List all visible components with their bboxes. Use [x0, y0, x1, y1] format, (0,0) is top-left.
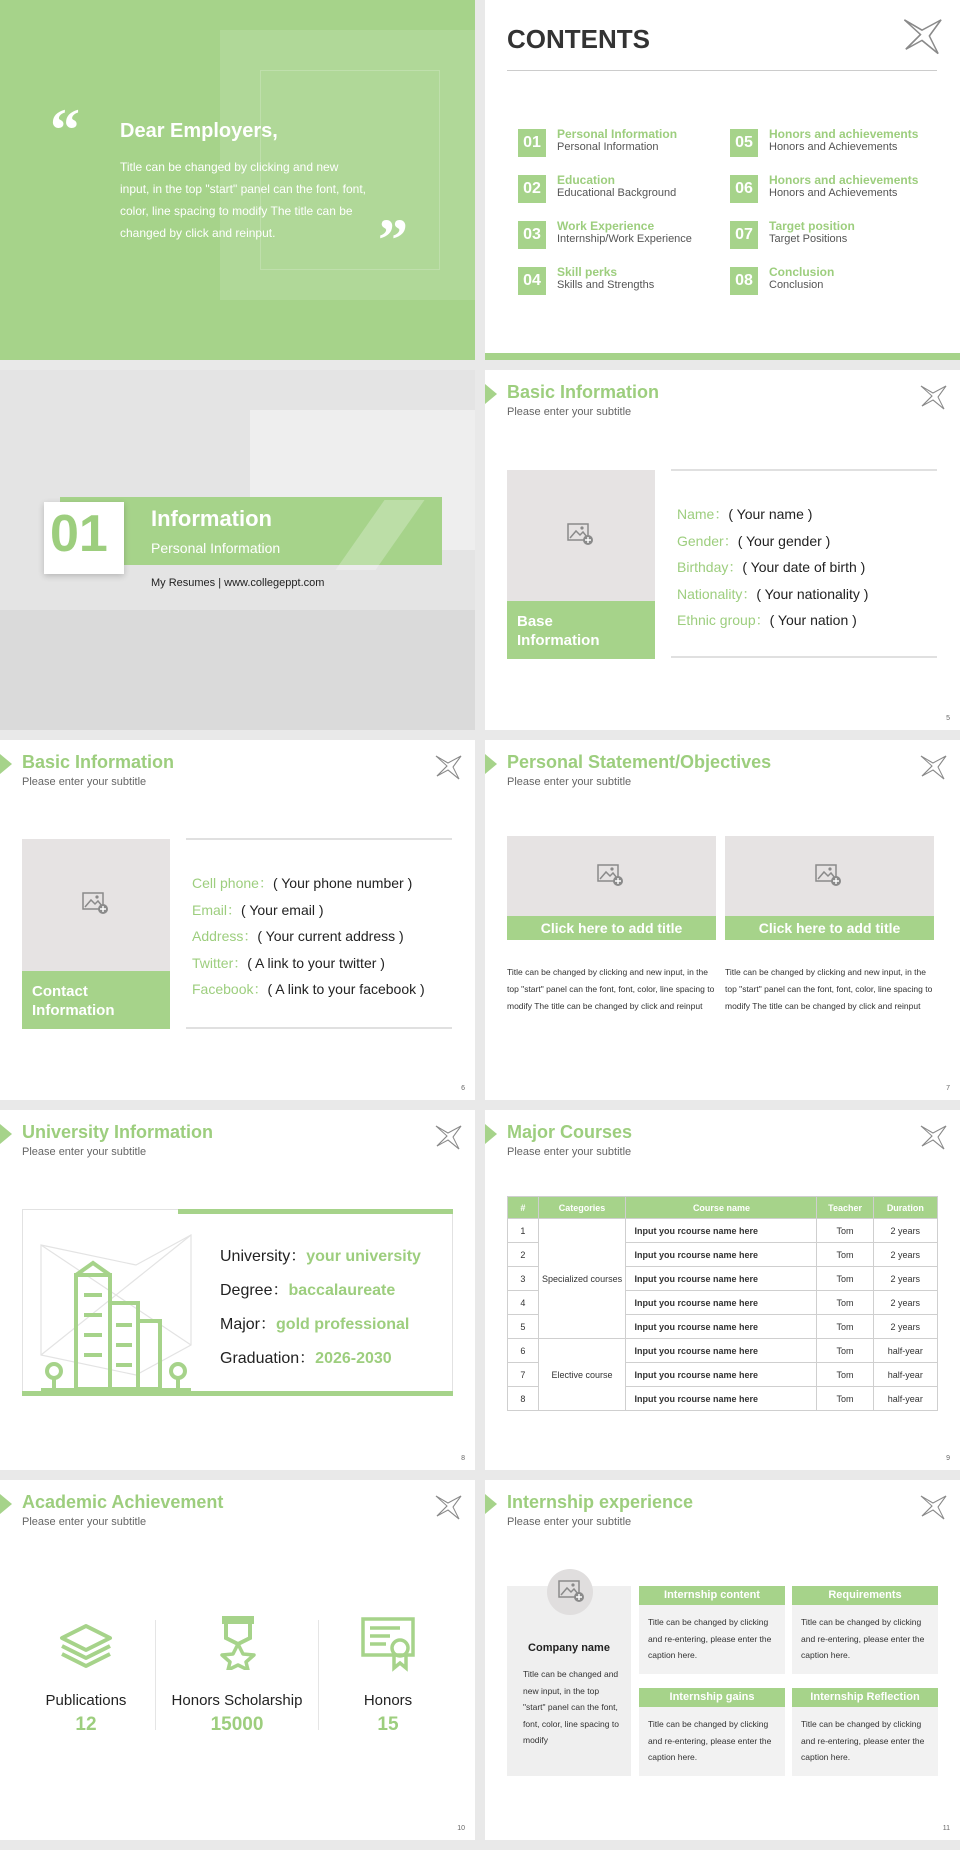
card-title-bar[interactable]: Click here to add title — [725, 916, 934, 940]
contents-item-number: 07 — [730, 221, 758, 249]
slide-university-info — [0, 1110, 475, 1470]
table-body — [508, 1219, 938, 1411]
row-number: 5 — [508, 1315, 539, 1339]
contents-item-number: 05 — [730, 129, 758, 157]
contents-item-number: 02 — [518, 175, 546, 203]
contents-item-title: Education — [557, 173, 616, 187]
field-label: Address： — [192, 928, 258, 944]
card-text: Title can be changed by clicking and new input, in the top "start" panel can the font, font, color, line spacing to modify The title can be changed by click and reinput — [725, 967, 933, 1011]
field-value[interactable]: ( Your current address ) — [257, 928, 404, 944]
open-quote-icon: “ — [50, 97, 80, 163]
slide-title: University Information — [22, 1122, 214, 1142]
contents-item-number: 01 — [518, 129, 546, 157]
stat-label: Publications — [45, 1692, 127, 1709]
contact-info-label: Contact Information — [32, 983, 115, 1019]
contents-item-number: 03 — [518, 221, 546, 249]
course-name-cell[interactable]: Input you rcourse name here — [626, 1387, 817, 1411]
internship-box-label[interactable]: Internship Reflection — [792, 1688, 938, 1707]
course-name-cell[interactable]: Input you rcourse name here — [626, 1267, 817, 1291]
company-description: Title can be changed and new input, in the top "start" panel can the font, font, color, line spacing to modify — [523, 1669, 619, 1745]
top-rule — [186, 838, 452, 840]
table-header-cell: Duration — [873, 1197, 937, 1219]
university-field — [220, 1311, 421, 1345]
close-quote-icon: ” — [378, 207, 408, 273]
contents-divider — [507, 70, 937, 71]
field-value[interactable]: baccalaureate — [288, 1282, 396, 1299]
duration-cell: half-year — [873, 1387, 937, 1411]
slide-internship-experience — [485, 1480, 960, 1840]
duration-cell: 2 years — [873, 1291, 937, 1315]
table-row — [508, 1339, 938, 1363]
stat-label: Honors — [363, 1692, 413, 1709]
slide-academic-achievement — [0, 1480, 475, 1840]
table-header-cell: # — [508, 1197, 539, 1219]
page-number: 11 — [942, 1825, 950, 1832]
teacher-cell: Tom — [817, 1219, 873, 1243]
logo-icon — [433, 1492, 463, 1522]
slide-title: Basic Information — [22, 752, 175, 772]
duration-cell: 2 years — [873, 1243, 937, 1267]
contents-item[interactable] — [730, 219, 940, 255]
add-image-icon[interactable] — [558, 1579, 586, 1603]
duration-cell: 2 years — [873, 1315, 937, 1339]
contents-item-title: Honors and achievements — [769, 127, 919, 141]
books-icon — [58, 1620, 114, 1670]
field-value[interactable]: 2026-2030 — [315, 1350, 392, 1367]
company-name: Company name — [528, 1642, 610, 1654]
section-tagline: My Resumes | www.collegeppt.com — [151, 577, 325, 589]
section-number: 01 — [50, 505, 108, 563]
field-value[interactable]: ( Your phone number ) — [272, 875, 413, 891]
field-value[interactable]: gold professional — [276, 1316, 410, 1333]
contents-item-number: 06 — [730, 175, 758, 203]
teacher-cell: Tom — [817, 1363, 873, 1387]
page-number: 5 — [946, 715, 950, 722]
page-number: 6 — [461, 1085, 465, 1092]
info-field — [677, 504, 868, 522]
logo-icon — [918, 752, 948, 782]
slide-subtitle: Please enter your subtitle — [507, 406, 632, 418]
field-label: Major： — [220, 1316, 277, 1333]
contents-item[interactable] — [518, 173, 728, 209]
stat-value: 12 — [75, 1714, 97, 1735]
university-fields — [220, 1243, 421, 1379]
internship-box-text: Title can be changed by clicking and re-entering, please enter the caption here. — [648, 1719, 772, 1762]
teacher-cell: Tom — [817, 1243, 873, 1267]
slide-contents — [485, 0, 960, 360]
internship-box-text: Title can be changed by clicking and re-entering, please enter the caption here. — [648, 1617, 772, 1660]
contents-item-title: Skill perks — [557, 265, 618, 279]
internship-box-text: Title can be changed by clicking and re-entering, please enter the caption here. — [801, 1719, 925, 1762]
slide-personal-statement — [485, 740, 960, 1100]
title-arrow-icon — [0, 1124, 12, 1144]
contents-item-subtitle: Honors and Achievements — [769, 141, 898, 153]
field-value[interactable]: ( A link to your facebook ) — [267, 981, 425, 997]
slide-contact-info — [0, 740, 475, 1100]
buildings-icon — [36, 1225, 196, 1393]
contents-item-subtitle: Internship/Work Experience — [557, 233, 692, 245]
course-name-cell[interactable]: Input you rcourse name here — [626, 1243, 817, 1267]
row-number: 4 — [508, 1291, 539, 1315]
contents-item-title: Target position — [769, 219, 855, 233]
row-number: 3 — [508, 1267, 539, 1291]
add-image-icon[interactable] — [815, 863, 843, 887]
contents-item[interactable] — [518, 265, 728, 301]
field-value[interactable]: ( Your date of birth ) — [742, 559, 866, 575]
field-label: Degree： — [220, 1282, 289, 1299]
slide-subtitle: Please enter your subtitle — [507, 1146, 632, 1158]
teacher-cell: Tom — [817, 1387, 873, 1411]
title-arrow-icon — [485, 384, 497, 404]
teacher-cell: Tom — [817, 1267, 873, 1291]
slide-subtitle: Please enter your subtitle — [22, 1516, 147, 1528]
university-field — [220, 1243, 421, 1277]
contents-item[interactable] — [730, 127, 940, 163]
title-arrow-icon — [485, 754, 497, 774]
info-field — [192, 873, 425, 891]
duration-cell: half-year — [873, 1339, 937, 1363]
top-rule — [671, 469, 937, 471]
stat-label: Honors Scholarship — [171, 1692, 303, 1709]
duration-cell: 2 years — [873, 1219, 937, 1243]
contents-item[interactable] — [730, 265, 940, 301]
slide-title: Major Courses — [507, 1122, 633, 1142]
contents-item-title: Honors and achievements — [769, 173, 919, 187]
contents-item-title: Work Experience — [557, 219, 655, 233]
info-field — [677, 584, 868, 602]
base-info-label: Base Information — [517, 613, 600, 649]
add-image-icon[interactable] — [597, 863, 625, 887]
table-header-cell: Course name — [626, 1197, 817, 1219]
contents-bottom-bar — [485, 353, 960, 360]
slide-subtitle: Please enter your subtitle — [22, 776, 147, 788]
row-number: 8 — [508, 1387, 539, 1411]
course-name-cell[interactable]: Input you rcourse name here — [626, 1291, 817, 1315]
field-value[interactable]: ( Your email ) — [241, 901, 324, 918]
contents-item-subtitle: Educational Background — [557, 187, 677, 199]
category-cell: Specialized courses — [538, 1219, 626, 1339]
field-value[interactable]: ( Your nationality ) — [756, 585, 869, 602]
university-field — [220, 1345, 421, 1379]
category-cell: Elective course — [538, 1339, 626, 1411]
logo-icon — [433, 752, 463, 782]
course-name-cell[interactable]: Input you rcourse name here — [626, 1363, 817, 1387]
certificate-icon — [360, 1616, 416, 1672]
field-label: Email： — [192, 901, 242, 918]
page-number: 10 — [457, 1825, 465, 1832]
teacher-cell: Tom — [817, 1291, 873, 1315]
title-arrow-icon — [485, 1124, 497, 1144]
info-field — [677, 531, 868, 549]
field-label: Twitter： — [192, 954, 248, 971]
field-label: Facebook： — [192, 981, 268, 997]
info-field — [677, 557, 868, 575]
course-name-cell[interactable]: Input you rcourse name here — [626, 1315, 817, 1339]
slide-subtitle: Please enter your subtitle — [22, 1146, 147, 1158]
contents-item-subtitle: Skills and Strengths — [557, 279, 655, 291]
slide-dear-employers — [0, 0, 475, 360]
slide-subtitle: Please enter your subtitle — [507, 776, 632, 788]
info-field — [192, 900, 425, 918]
table-row — [508, 1219, 938, 1243]
field-value[interactable]: ( Your nation ) — [769, 612, 857, 628]
field-label: Birthday： — [677, 559, 743, 575]
contents-item-subtitle: Conclusion — [769, 279, 824, 291]
stat-value: 15000 — [210, 1714, 264, 1735]
greeting-heading: Dear Employers, — [120, 120, 278, 142]
info-field — [192, 979, 425, 997]
row-number: 2 — [508, 1243, 539, 1267]
internship-box-text: Title can be changed by clicking and re-entering, please enter the caption here. — [801, 1617, 925, 1660]
row-number: 6 — [508, 1339, 539, 1363]
internship-box-label[interactable]: Requirements — [792, 1586, 938, 1605]
teacher-cell: Tom — [817, 1339, 873, 1363]
slide-title: Academic Achievement — [22, 1492, 224, 1512]
slide-major-courses — [485, 1110, 960, 1470]
contents-item-subtitle: Honors and Achievements — [769, 187, 898, 199]
card-text: Title can be changed by clicking and new input, in the top "start" panel can the font, font, color, line spacing to modify The title can be changed by click and reinput — [507, 967, 715, 1011]
row-number: 7 — [508, 1363, 539, 1387]
logo-icon — [918, 1122, 948, 1152]
contents-item-subtitle: Personal Information — [557, 141, 659, 153]
contents-item[interactable] — [518, 127, 728, 163]
card-top-accent — [178, 1209, 453, 1214]
contents-item-title: Personal Information — [557, 127, 678, 141]
slide-section-01 — [0, 370, 475, 730]
field-label: Ethnic group： — [677, 612, 770, 628]
medal-icon — [216, 1614, 260, 1670]
field-label: Gender： — [677, 532, 738, 549]
courses-table — [507, 1196, 938, 1411]
contents-item-number: 04 — [518, 267, 546, 295]
field-label: Graduation： — [220, 1350, 316, 1367]
internship-box-label[interactable]: Internship content — [639, 1586, 785, 1605]
slide-title: Internship experience — [507, 1492, 694, 1512]
field-value[interactable]: ( Your gender ) — [737, 532, 831, 549]
bottom-rule — [186, 1027, 452, 1029]
logo-icon — [918, 1492, 948, 1522]
course-name-cell[interactable]: Input you rcourse name here — [626, 1339, 817, 1363]
contact-fields — [192, 873, 425, 1006]
duration-cell: half-year — [873, 1363, 937, 1387]
contents-item[interactable] — [730, 173, 940, 209]
table-header-cell: Teacher — [817, 1197, 873, 1219]
logo-icon — [900, 14, 944, 58]
logo-icon — [433, 1122, 463, 1152]
section-title: Information — [151, 506, 272, 531]
field-label: Cell phone： — [192, 875, 273, 891]
field-label: Nationality： — [677, 585, 757, 602]
contents-item-title: Conclusion — [769, 265, 835, 279]
table-header-cell: Categories — [538, 1197, 626, 1219]
contents-item-subtitle: Target Positions — [769, 233, 848, 245]
info-field — [192, 926, 425, 944]
contents-item[interactable] — [518, 219, 728, 255]
add-image-icon[interactable] — [82, 891, 110, 915]
field-label: University： — [220, 1248, 307, 1265]
stat-value: 15 — [377, 1714, 399, 1735]
teacher-cell: Tom — [817, 1315, 873, 1339]
field-value[interactable]: ( A link to your twitter ) — [247, 954, 385, 971]
university-field — [220, 1277, 421, 1311]
slide-basic-info — [485, 370, 960, 730]
field-label: Name： — [677, 506, 729, 522]
page-number: 7 — [946, 1085, 950, 1092]
info-field — [192, 953, 425, 971]
bottom-rule — [671, 656, 937, 658]
course-name-cell[interactable]: Input you rcourse name here — [626, 1219, 817, 1243]
title-arrow-icon — [0, 754, 12, 774]
ground-backdrop — [0, 610, 475, 730]
greeting-body: Title can be changed by clicking and new input, in the top "start" panel can the font, font, color, line spacing to modify The title can be changed by click and reinput. — [120, 160, 367, 240]
field-value[interactable]: your university — [306, 1248, 421, 1265]
title-arrow-icon — [485, 1494, 497, 1514]
info-field — [677, 610, 868, 628]
field-value[interactable]: ( Your name ) — [728, 506, 813, 522]
logo-icon — [918, 382, 948, 412]
slide-title: Personal Statement/Objectives — [507, 752, 772, 772]
page-number: 8 — [461, 1455, 465, 1462]
duration-cell: 2 years — [873, 1267, 937, 1291]
slide-subtitle: Please enter your subtitle — [507, 1516, 632, 1528]
info-fields — [677, 504, 868, 637]
internship-box-label[interactable]: Internship gains — [639, 1688, 785, 1707]
section-subtitle: Personal Information — [151, 540, 281, 556]
contents-item-number: 08 — [730, 267, 758, 295]
title-arrow-icon — [0, 1494, 12, 1514]
table-header-row — [508, 1197, 938, 1219]
page-number: 9 — [946, 1455, 950, 1462]
slide-title: Basic Information — [507, 382, 660, 402]
contents-title: CONTENTS — [507, 24, 650, 54]
add-image-icon[interactable] — [567, 522, 595, 546]
card-title-bar[interactable]: Click here to add title — [507, 916, 716, 940]
row-number: 1 — [508, 1219, 539, 1243]
